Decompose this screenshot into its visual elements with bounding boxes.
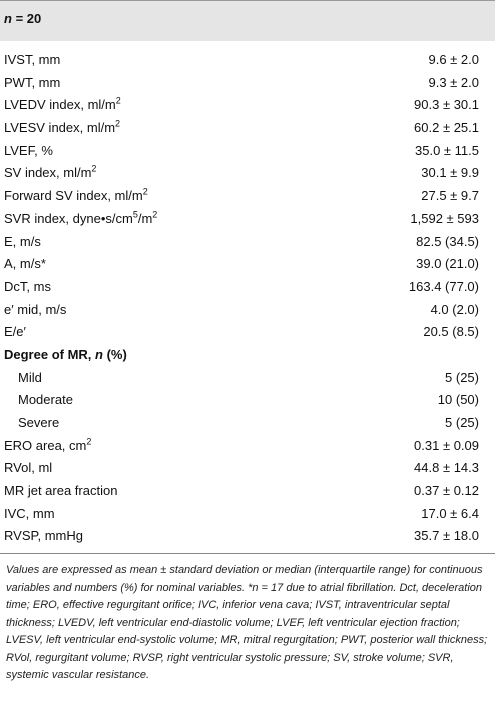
table-row: Severe 5 (25) xyxy=(18,415,479,430)
table-row: IVST, mm 9.6 ± 2.0 xyxy=(4,52,479,67)
table-row: E, m/s 82.5 (34.5) xyxy=(4,233,479,249)
table-row: SVR index, $dyne•s/cm^5/m^2$ 1,592 ± 593 xyxy=(4,209,479,226)
table-row: DcT, ms 163.4 (77.0) xyxy=(4,278,479,294)
table-row: IVC, mm 17.0 ± 6.4 xyxy=(4,505,479,521)
table-row: SV index, $ml/m^2$ 30.1 ± 9.9 xyxy=(4,164,479,181)
table-header xyxy=(0,0,495,41)
table-row: LVESV index, $ml/m^2$ 60.2 ± 25.1 xyxy=(4,118,479,136)
table-footnote: Values are expressed as mean ± standard deviation or median (interquartile range) for continuous variables and numbers (%) for nominal variables. *n = 17 due to atrial fibrillation. Dct, deceleration time; ERO, effective regurgitant orifice; IVC, inferior vena cava; IVST, intraventricular septal thickness; LVEDV, left ventricular end-diastolic volume; LVEF, left ventricular ejection fraction; LVESV, left ventricular end-systolic volume; MR, mitral regurgitation; PWT, posterior wall thickness; RVol, regurgitant volume; RVSP, right ventricular systolic pressure; SV, stroke volume; SVR, systemic vascular resistance. xyxy=(6,564,488,682)
table-row: Mild 5 (25) xyxy=(18,369,479,385)
table-row: PWT, mm 9.3 ± 2.0 xyxy=(4,74,479,90)
table-row: Forward SV index, $ml/m^2$ 27.5 ± 9.7 xyxy=(4,186,479,204)
table-row: e′ mid, m/s 4.0 (2.0) xyxy=(4,301,479,317)
table-body xyxy=(0,48,495,547)
table-row: LVEF, % 35.0 ± 11.5 xyxy=(4,142,479,158)
section-heading-mr-degree: Degree of MR, n (%) xyxy=(4,346,127,362)
table-row: MR jet area fraction 0.37 ± 0.12 xyxy=(4,483,479,499)
table-row: LVEDV index, $ml/m^2$ 90.3 ± 30.1 xyxy=(4,96,479,113)
table-row: ERO area, $cm^2$ 0.31 ± 0.09 xyxy=(4,436,479,453)
table-row: RVSP, mmHg 35.7 ± 18.0 xyxy=(4,528,479,544)
table-row: A, m/s* 39.0 (21.0) xyxy=(4,256,479,272)
table-row: E/e′ 20.5 (8.5) xyxy=(4,324,479,340)
table-row: Moderate 10 (50) xyxy=(18,392,479,408)
table-row: RVol, ml 44.8 ± 14.3 xyxy=(4,460,479,476)
sample-size-label: n = 20 xyxy=(4,11,42,26)
